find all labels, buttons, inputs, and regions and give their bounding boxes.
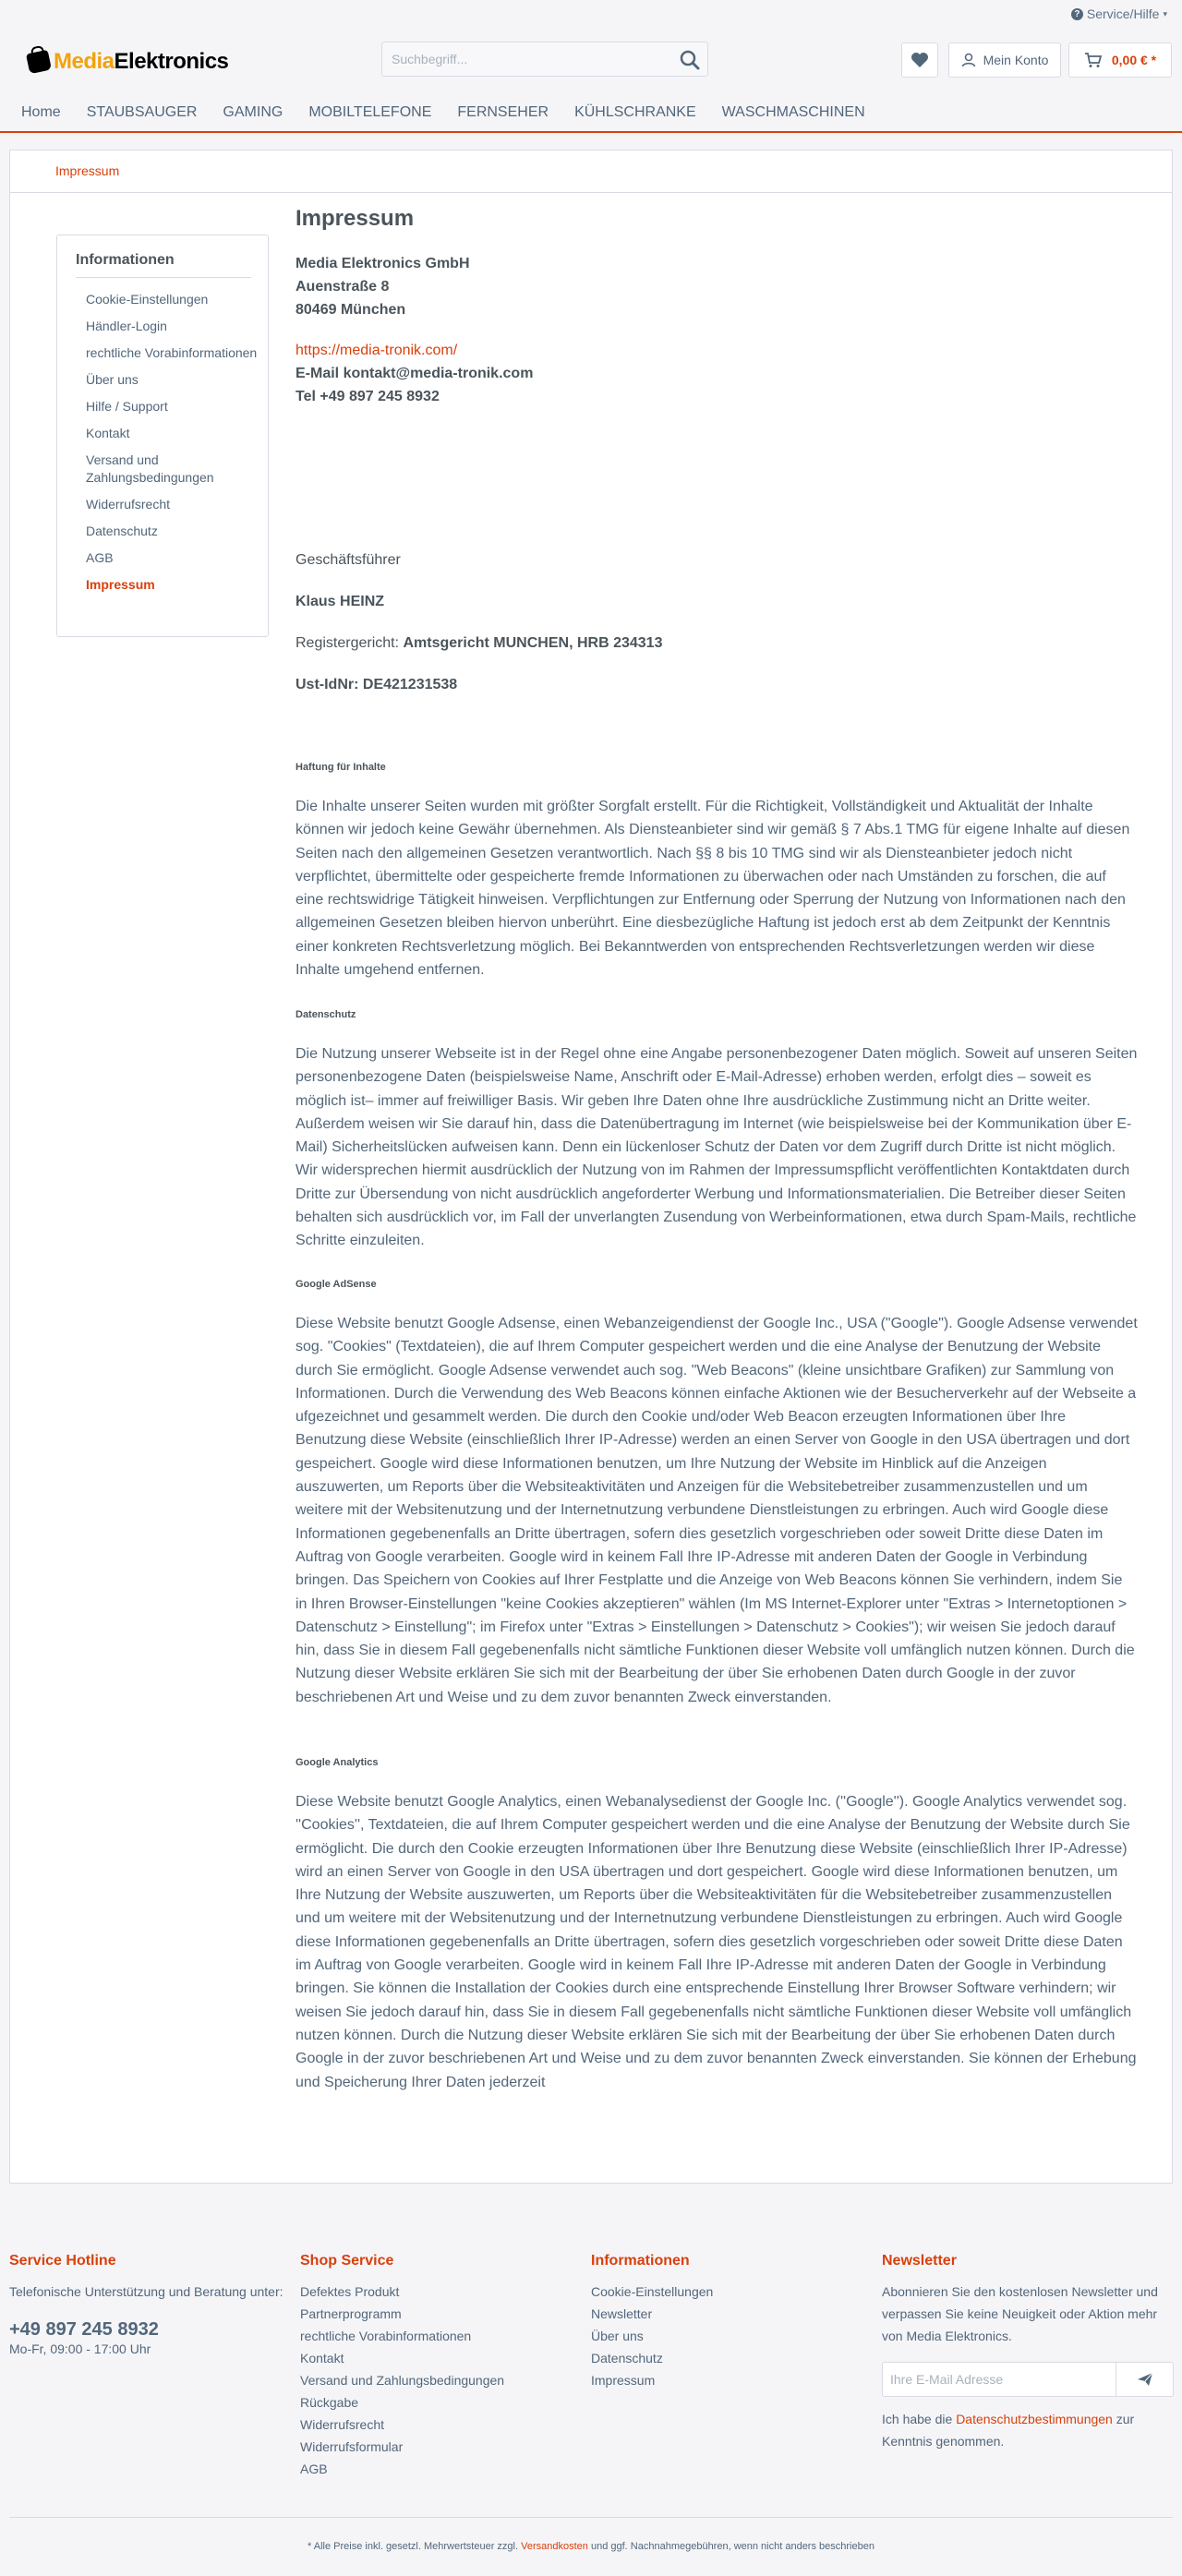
shop-service-title: Shop Service [300,2253,394,2269]
register-value: Amtsgericht MUNCHEN, HRB 234313 [403,635,663,651]
footer-link-impressum[interactable]: Impressum [591,2373,656,2388]
section-title-analytics: Google Analytics [296,1757,379,1768]
footer [0,2225,1182,2576]
breadcrumb-current[interactable]: Impressum [55,163,120,178]
sidebar-item-help[interactable]: Hilfe / Support [86,399,168,414]
cart-button[interactable] [1068,42,1172,78]
company-address [296,252,470,321]
footer-hotline [9,2253,286,2357]
top-bar [0,0,1182,28]
nav-item-fernseher[interactable]: FERNSEHER [457,104,549,120]
footer-link-newsletter[interactable]: Newsletter [591,2306,653,2321]
sidebar-item-impressum[interactable]: Impressum [86,577,155,592]
sidebar-item-legal-info[interactable]: rechtliche Vorabinformationen [86,345,258,360]
search-input[interactable] [382,42,669,76]
search-button[interactable] [678,48,702,72]
footer-link-about[interactable]: Über uns [591,2329,644,2343]
footer-link-return[interactable]: Rückgabe [300,2395,359,2410]
section-title-privacy: Datenschutz [296,1009,356,1020]
chevron-down-icon: ▾ [1163,8,1167,18]
service-help-link[interactable] [1071,6,1167,21]
breadcrumb [10,150,1172,193]
wishlist-button[interactable] [901,42,938,78]
sidebar-item-agb[interactable]: AGB [86,550,114,565]
email-text: E-Mail kontakt@media-tronik.com [296,366,534,381]
footer-divider [9,2517,1173,2518]
privacy-terms-link[interactable]: Datenschutzbestimmungen [956,2412,1113,2426]
footer-info [591,2253,868,2391]
nav-item-home[interactable]: Home [21,104,61,120]
nav-item-gaming[interactable]: GAMING [223,104,283,120]
shopping-bag-icon [26,50,52,75]
logo[interactable] [28,46,228,78]
main-navigation [0,102,1182,133]
phone-text: Tel +49 897 245 8932 [296,389,440,404]
hotline-phone[interactable]: +49 897 245 8932 [9,2319,159,2340]
footer-shop-service [300,2253,577,2480]
footer-link-withdrawal-form[interactable]: Widerrufsformular [300,2439,404,2454]
footer-link-defect[interactable]: Defektes Produkt [300,2284,400,2299]
newsletter-form [882,2362,1174,2397]
logo-text: MediaElektronics [54,49,229,74]
section-text-liability: Die Inhalte unserer Seiten wurden mit größter Sorgfalt erstellt. Für die Richtigkeit, Vollständigkeit und Aktualität der Inhalte können wir jedoch keine Gewähr übernehmen. Als Diensteanbieter sind wir gemäß § 7 Abs.1 TMG für eigene Inhalte auf diesen Seiten nach den allgemeinen Gesetzen verantwortlich. Nach §§ 8 bis 10 TMG sind wir als Diensteanbieter jedoch nicht verpflichtet, übermittelte oder gespeicherte fremde Informationen zu überwachen oder nach Umständen zu forschen, die auf eine rechtswidrige Tätigkeit hinweisen. Verpflichtungen zur Entfernung oder Sperrung der Nutzung von Informationen nach den allgemeinen Gesetzen bleiben hiervon unberührt. Eine diesbezügliche Haftung ist jedoch erst ab dem Zeitpunkt der Kenntnis einer konkreten Rechtsverletzung möglich. Bei Bekanntwerden von entsprechenden Rechtsverletzungen werden wir diese Inhalte umgehend entfernen. [296,799,1130,979]
search-icon [678,48,702,72]
nav-item-kuehlschranke[interactable]: KÜHLSCHRANKE [574,104,696,120]
ceo-name: Klaus HEINZ [296,594,385,609]
newsletter-submit-button[interactable] [1116,2363,1173,2396]
company-city: 80469 München [296,302,406,318]
service-help-label: Service/Hilfe [1086,6,1160,21]
sidebar [56,235,269,637]
register-label: Registergericht: [296,635,400,651]
section-title-adsense: Google AdSense [296,1279,377,1290]
footer-price-note: * Alle Preise inkl. gesetzl. Mehrwertsteuer zzgl. Versandkosten und ggf. Nachnahmegebühren, wenn nicht anders beschrieben [308,2541,874,2552]
section-title-liability: Haftung für Inhalte [296,762,386,773]
newsletter-title: Newsletter [882,2253,957,2269]
page-title: Impressum [296,206,415,231]
header [0,28,1182,102]
newsletter-email-input[interactable] [883,2363,1114,2396]
sidebar-divider [76,277,251,278]
hotline-desc: Telefonische Unterstützung und Beratung unter: [9,2284,283,2299]
sidebar-item-about[interactable]: Über uns [86,372,139,387]
register-line [296,632,662,655]
company-street: Auenstraße 8 [296,279,390,295]
section-text-analytics: Diese Website benutzt Google Analytics, einen Webanalysedienst der Google Inc. (''Google''). Google Analytics verwendet sog. ''Cookies'', Textdateien, die auf Ihrem Computer gespeichert werden und die eine Analyse der Benutzung der Website durch Sie ermöglicht. Die durch den Cookie erzeugten Informationen über Ihre Benutzung diese Website (einschließlich Ihrer IP-Adresse) wird an einen Server von Google in den USA übertragen und dort gespeichert. Google wird diese Informationen benutzen, um Ihre Nutzung der Website auszuwerten, um Reports über die Websiteaktivitäten für die Websitebetreiber zusammenzustellen und um weitere mit der Websitenutzung und der Internetnutzung verbundene Dienstleistungen zu erbringen. Auch wird Google diese Informationen gegebenenfalls an Dritte übertragen, sofern dies gesetzlich vorgeschrieben oder soweit Dritte diese Daten im Auftrag von Google verarbeiten. Google wird in keinem Fall Ihre IP-Adresse mit anderen Daten der Google in Verbindung bringen. Sie können die Installation der Cookies durch eine entsprechende Einstellung Ihrer Browser Software verhindern; wir weisen Sie jedoch darauf hin, dass Sie in diesem Fall gegebenenfalls nicht sämtliche Funktionen dieser Website voll umfänglich nutzen können. Durch die Nutzung dieser Website erklären Sie sich mit der Bearbeitung der über Sie erhobenen Daten durch Google in der zuvor beschriebenen Art und Weise und zu dem zuvor benannten Zweck einverstanden. Sie können der Erhebung und Speicherung Ihrer Daten jederzeit [296,1794,1137,2090]
newsletter-consent: Ich habe die Datenschutzbestimmungen zur Kenntnis genommen. [882,2412,1135,2449]
account-button[interactable] [948,42,1061,78]
footer-link-privacy[interactable]: Datenschutz [591,2351,663,2365]
section-text-privacy: Die Nutzung unserer Webseite ist in der Regel ohne eine Angabe personenbezogener Daten möglich. Soweit auf unseren Seiten personenbezogene Daten (beispielsweise Name, Anschrift oder E-Mail-Adresse) erhoben werden, erfolgt dies – soweit es möglich ist– immer auf freiwilliger Basis. Wir geben Ihre Daten ohne Ihre ausdrückliche Zustimmung nicht an Dritte weiter. Außerdem weisen wir Sie darauf hin, dass die Datenübertragung im Internet (wie beispielsweise bei der Kommunikation über E-Mail) Sicherheitslücken aufweisen kann. Denn ein lückenloser Schutz der Daten vor dem Zugriff durch Dritte ist nicht möglich. Wir widersprechen hiermit ausdrücklich der Nutzung von im Rahmen der Impressumspflicht veröffentlichten Kontaktdaten durch Dritte zur Übersendung von nicht ausdrücklich angeforderter Werbung und Informationsmaterialien. Die Betreiber dieser Seiten behalten sich ausdrücklich vor, im Fall der unverlangten Zusendung von Werbeinformationen, etwa durch Spam-Mails, rechtliche Schritte einzuleiten. [296,1046,1138,1249]
footer-link-agb[interactable]: AGB [300,2462,328,2476]
footer-link-legal[interactable]: rechtliche Vorabinformationen [300,2329,472,2343]
vat-id: Ust-IdNr: DE421231538 [296,677,458,692]
search-box [381,42,708,77]
sidebar-item-privacy[interactable]: Datenschutz [86,524,158,538]
heart-icon [911,52,929,68]
footer-link-withdrawal[interactable]: Widerrufsrecht [300,2417,385,2432]
nav-item-waschmaschinen[interactable]: WASCHMASCHINEN [721,104,865,120]
footer-newsletter [882,2253,1177,2452]
section-text-adsense: Diese Website benutzt Google Adsense, einen Webanzeigendienst der Google Inc., USA ("Google"). Google Adsense verwendet sog. "Cookies" (Textdateien), die auf Ihrem Computer gespeichert werden und die eine Analyse der Benutzung der Website durch Sie ermöglicht. Google Adsense verwendet auch sog. "Web Beacons" (kleine unsichtbare Grafiken) zur Sammlung von Informationen. Durch die Verwendung des Web Beacons können einfache Aktionen wie der Besucherverkehr auf der Webseite a ufgezeichnet und gesammelt werden. Die durch den Cookie und/oder Web Beacon erzeugten Informationen über Ihre Benutzung diese Website (einschließlich Ihrer IP-Adresse) werden an einen Server von Google in den USA übertragen und dort gespeichert. Google wird diese Informationen benutzen, um Ihre Nutzung der Website im Hinblick auf die Anzeigen auszuwerten, um Reports über die Websiteaktivitäten und Anzeigen für die Websitebetreiber zusammenzustellen und um weitere mit der Websitenutzung und der Internetnutzung verbundene Dienstleistungen zu erbringen. Auch wird Google diese Informationen gegebenenfalls an Dritte übertragen, sofern dies gesetzlich vorgeschrieben oder soweit Dritte diese Daten im Auftrag von Google verarbeiten. Google wird in keinem Fall Ihre IP-Adresse mit anderen Daten der Google in Verbindung bringen. Das Speichern von Cookies auf Ihrer Festplatte und die Anzeige von Web Beacons können Sie verhindern, indem Sie in Ihren Browser-Einstellungen "keine Cookies akzeptieren" wählen (Im MS Internet-Explorer unter "Extras > Internetoptionen > Datenschutz > Einstellung"; im Firefox unter "Extras > Einstellungen > Datenschutz > Cookies"); wir weisen Sie jedoch darauf hin, dass Sie in diesem Fall gegebenenfalls nicht sämtliche Funktionen dieser Website voll umfänglich nutzen können. Durch die Nutzung dieser Website erklären Sie sich mit der Bearbeitung der über Sie erhobenen Daten durch Google in der zuvor beschriebenen Art und Weise und zu dem zuvor benannten Zweck einverstanden. [296,1316,1138,1705]
nav-item-mobiltelefone[interactable]: MOBILTELEFONE [308,104,432,120]
cart-amount: 0,00 € * [1111,53,1157,67]
help-icon: ? [1071,8,1083,20]
contact-block [296,339,533,408]
footer-link-partner[interactable]: Partnerprogramm [300,2306,402,2321]
cart-icon [1084,52,1103,68]
footer-link-cookies[interactable]: Cookie-Einstellungen [591,2284,714,2299]
sidebar-item-cookie-settings[interactable]: Cookie-Einstellungen [86,292,209,307]
shipping-costs-link[interactable]: Versandkosten [521,2541,588,2552]
newsletter-desc: Abonnieren Sie den kostenlosen Newsletter und verpassen Sie keine Neuigkeit oder Aktion mehr von Media Elektronics. [882,2284,1158,2343]
sidebar-item-withdrawal[interactable]: Widerrufsrecht [86,497,171,512]
sidebar-list [86,291,261,603]
sidebar-title: Informationen [76,252,175,268]
footer-link-contact[interactable]: Kontakt [300,2351,344,2365]
content-card [9,150,1173,2184]
hotline-title: Service Hotline [9,2253,116,2269]
website-link[interactable]: https://media-tronik.com/ [296,343,458,358]
company-name: Media Elektronics GmbH [296,256,470,271]
account-label: Mein Konto [983,53,1049,67]
info-title: Informationen [591,2253,690,2269]
send-icon [1137,2372,1153,2387]
ceo-label: Geschäftsführer [296,552,401,568]
sidebar-item-dealer-login[interactable]: Händler-Login [86,319,167,333]
sidebar-item-contact[interactable]: Kontakt [86,426,130,440]
footer-link-shipping[interactable]: Versand und Zahlungsbedingungen [300,2373,505,2388]
hotline-hours: Mo-Fr, 09:00 - 17:00 Uhr [9,2341,151,2356]
user-icon [961,53,976,67]
sidebar-item-shipping[interactable]: Versand und Zahlungsbedingungen [86,452,214,485]
nav-item-staubsauger[interactable]: STAUBSAUGER [86,104,198,120]
